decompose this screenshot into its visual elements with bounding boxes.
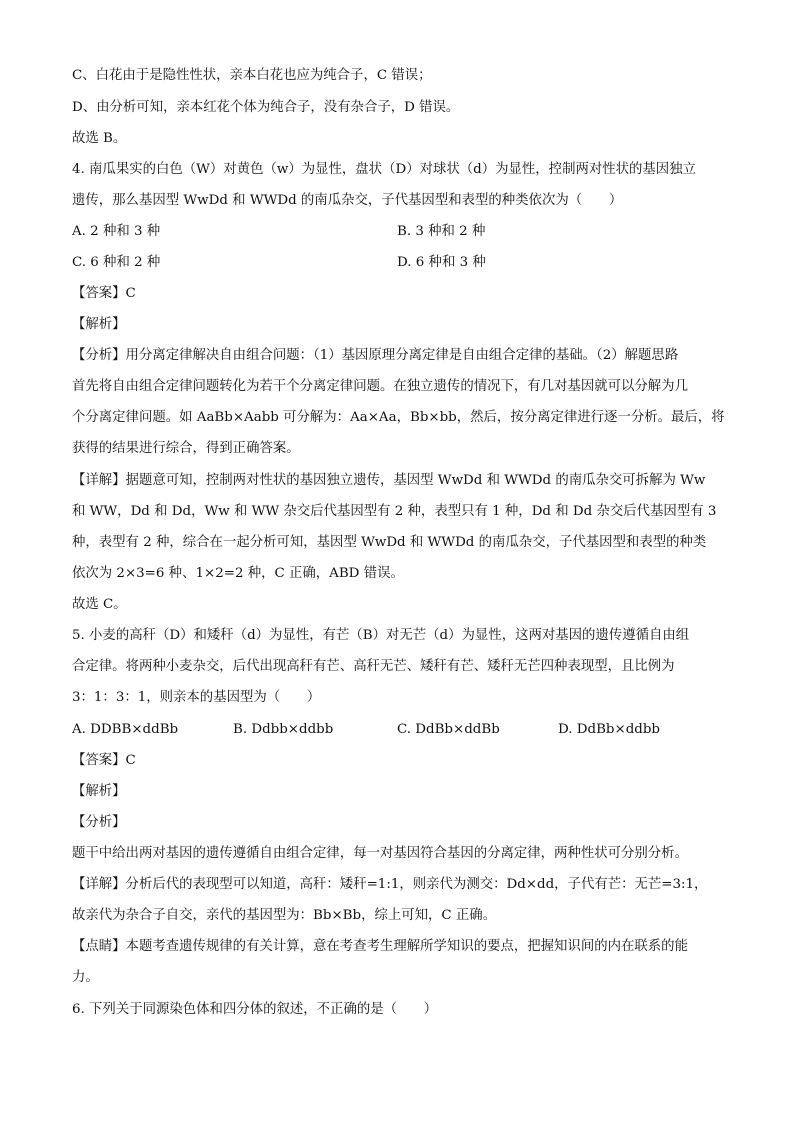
q4-option-d: D. 6 种和 3 种 [397,255,486,270]
q5-analysis-head: 【分析】 [72,815,126,830]
prev-option-c: C、白花由于是隐性性状，亲本白花也应为纯合子，C 错误； [72,68,432,83]
q5-comment-line-1: 【点睛】本题考查遗传规律的有关计算，意在考查考生理解所学知识的要点，把握知识间的内在联系的能 [72,939,688,954]
q4-answer: 【答案】C [72,286,136,301]
q5-comment-line-2: 力。 [72,970,99,985]
q4-detail-line-1: 【详解】据题意可知，控制两对性状的基因独立遗传，基因型 WwDd 和 WWDd 的南瓜杂交可拆解为 Ww [72,473,706,488]
q5-analysis-text: 题干中给出两对基因的遗传遵循自由组合定律，每一对基因符合基因的分离定律，两种性状可分别分析。 [72,846,688,861]
prev-option-d: D、由分析可知，亲本红花个体为纯合子，没有杂合子，D 错误。 [72,100,460,115]
q4-stem-line-1: 4. 南瓜果实的白色（W）对黄色（w）为显性，盘状（D）对球状（d）为显性，控制两对性状的基因独立 [72,162,696,177]
q5-detail-line-1: 【详解】分析后代的表现型可以知道，高秆：矮秆=1:1，则亲代为测交：Dd×dd，子代有芒：无芒=3:1， [72,877,708,892]
q5-option-d: D. DdBb×ddbb [558,722,660,737]
q4-analysis-label: 【解析】 [72,317,126,332]
q4-detail-line-4: 依次为 2×3=6 种、1×2=2 种，C 正确，ABD 错误。 [72,566,404,581]
q6-stem: 6. 下列关于同源染色体和四分体的叙述，不正确的是（ ） [72,1002,438,1017]
q5-option-b: B. Ddbb×ddbb [233,722,334,737]
q5-option-c: C. DdBb×ddBb [397,722,500,737]
q4-analysis-line-1: 【分析】用分离定律解决自由组合问题：（1）基因原理分离定律是自由组合定律的基础。（2）解题思路 [72,348,679,363]
q4-stem-line-2: 遗传，那么基因型 WwDd 和 WWDd 的南瓜杂交，子代基因型和表型的种类依次为（ ） [72,193,623,208]
q4-analysis-line-3: 个分离定律问题。如 AaBb×Aabb 可分解为：Aa×Aa，Bb×bb，然后，按分离定律进行逐一分析。最后，将 [72,410,725,425]
q4-analysis-line-4: 获得的结果进行综合，得到正确答案。 [72,441,300,456]
q5-option-a: A. DDBB×ddBb [72,722,179,737]
q4-choose: 故选 C。 [72,597,127,612]
q4-detail-line-2: 和 WW，Dd 和 Dd，Ww 和 WW 杂交后代基因型有 2 种，表型只有 1 种，Dd 和 Dd 杂交后代基因型有 3 [72,504,717,519]
q5-answer: 【答案】C [72,753,136,768]
q4-option-a: A. 2 种和 3 种 [72,224,161,239]
q5-detail-line-2: 故亲代为杂合子自交，亲代的基因型为：Bb×Bb，综上可知，C 正确。 [72,908,497,923]
q5-stem-line-3: 3：1：3：1，则亲本的基因型为（ ） [72,690,321,705]
q5-stem-line-1: 5. 小麦的高秆（D）和矮秆（d）为显性，有芒（B）对无芒（d）为显性，这两对基因的遗传遵循自由组 [72,628,690,643]
q5-stem-line-2: 合定律。将两种小麦杂交，后代出现高秆有芒、高秆无芒、矮秆有芒、矮秆无芒四种表现型，且比例为 [72,659,675,674]
q4-detail-line-3: 种，表型有 2 种，综合在一起分析可知，基因型 WwDd 和 WWDd 的南瓜杂交，子代基因型和表型的种类 [72,535,707,550]
q4-option-b: B. 3 种和 2 种 [397,224,486,239]
prev-choose: 故选 B。 [72,131,127,146]
q4-option-c: C. 6 种和 2 种 [72,255,161,270]
q5-analysis-label: 【解析】 [72,784,126,799]
q4-analysis-line-2: 首先将自由组合定律问题转化为若干个分离定律问题。在独立遗传的情况下，有几对基因就可以分解为几 [72,379,688,394]
